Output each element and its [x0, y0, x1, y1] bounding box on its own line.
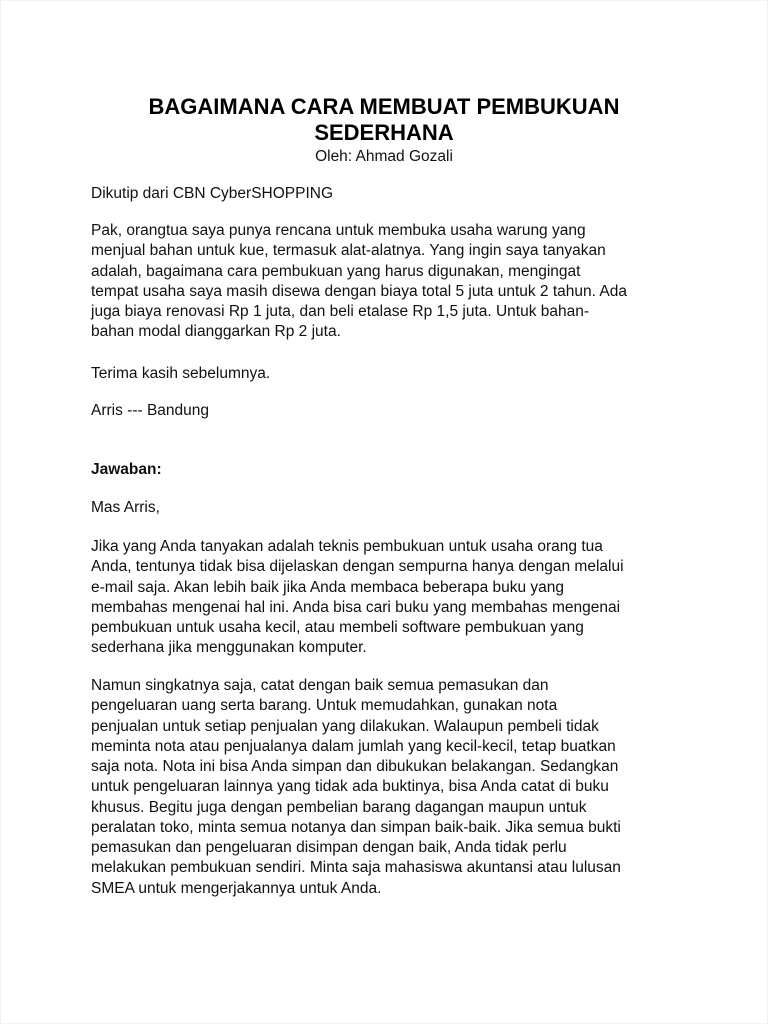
source-line: Dikutip dari CBN CyberSHOPPING: [91, 185, 334, 202]
answer-heading: Jawaban:: [91, 461, 162, 478]
paragraph-line: menjual bahan untuk kue, termasuk alat-alatnya. Yang ingin saya tanyakan: [91, 242, 606, 260]
author-byline: Oleh: Ahmad Gozali: [315, 148, 453, 165]
answer-paragraph-2: [91, 676, 621, 899]
paragraph-line: melakukan pembukuan sendiri. Minta saja mahasiswa akuntansi atau lulusan: [91, 859, 621, 877]
paragraph-line: khusus. Begitu juga dengan pembelian barang dagangan maupun untuk: [91, 798, 587, 816]
paragraph-line: untuk pengeluaran lainnya yang tidak ada buktinya, bisa Anda catat di buku: [91, 778, 609, 796]
paragraph-line: tempat usaha saya masih disewa dengan biaya total 5 juta untuk 2 tahun. Ada: [91, 282, 627, 300]
paragraph-line: peralatan toko, minta semua notanya dan simpan baik-baik. Jika semua bukti: [91, 818, 621, 836]
paragraph-line: adalah, bagaimana cara pembukuan yang harus digunakan, mengingat: [91, 262, 581, 280]
paragraph-line: pengeluaran uang serta barang. Untuk memudahkan, gunakan nota: [91, 697, 558, 715]
title-line: BAGAIMANA CARA MEMBUAT PEMBUKUAN: [148, 94, 620, 119]
answer-paragraph-1: [91, 537, 624, 659]
title-line: SEDERHANA: [314, 120, 454, 145]
paragraph-line: sederhana jika menggunakan komputer.: [91, 639, 367, 657]
document-title: [90, 94, 678, 146]
paragraph-line: bahan modal dianggarkan Rp 2 juta.: [91, 323, 341, 341]
paragraph-line: Pak, orangtua saya punya rencana untuk membuka usaha warung yang: [91, 222, 586, 239]
paragraph-line: saja nota. Nota ini bisa Anda simpan dan dibukukan belakangan. Sedangkan: [91, 758, 619, 775]
paragraph-line: membahas mengenai hal ini. Anda bisa cari buku yang membahas mengenai: [91, 598, 621, 616]
paragraph-line: penjualan untuk setiap penjualan yang dilakukan. Walaupun pembeli tidak: [91, 717, 599, 735]
paragraph-line: Anda, tentunya tidak bisa dijelaskan dengan sempurna hanya dengan melalui: [91, 558, 624, 576]
paragraph-line: SMEA untuk mengerjakannya untuk Anda.: [91, 879, 382, 897]
paragraph-line: Jika yang Anda tanyakan adalah teknis pembukuan untuk usaha orang tua: [91, 538, 603, 555]
paragraph-line: e-mail saja. Akan lebih baik jika Anda membaca beberapa buku yang: [91, 578, 565, 596]
signature-line: Arris --- Bandung: [91, 402, 210, 419]
paragraph-line: pembukuan untuk usaha kecil, atau membeli software pembukuan yang: [91, 619, 584, 636]
question-paragraph: [91, 221, 627, 343]
paragraph-line: meminta nota atau penjualanya dalam jumlah yang kecil-kecil, tetap buatkan: [91, 737, 616, 755]
paragraph-line: pemasukan dan pengeluaran disimpan dengan baik, Anda tidak perlu: [91, 839, 567, 856]
greeting-line: Mas Arris,: [91, 499, 160, 516]
paragraph-line: Namun singkatnya saja, catat dengan baik semua pemasukan dan: [91, 677, 549, 694]
thanks-line: Terima kasih sebelumnya.: [91, 365, 271, 382]
paragraph-line: juga biaya renovasi Rp 1 juta, dan beli etalase Rp 1,5 juta. Untuk bahan-: [91, 303, 590, 320]
